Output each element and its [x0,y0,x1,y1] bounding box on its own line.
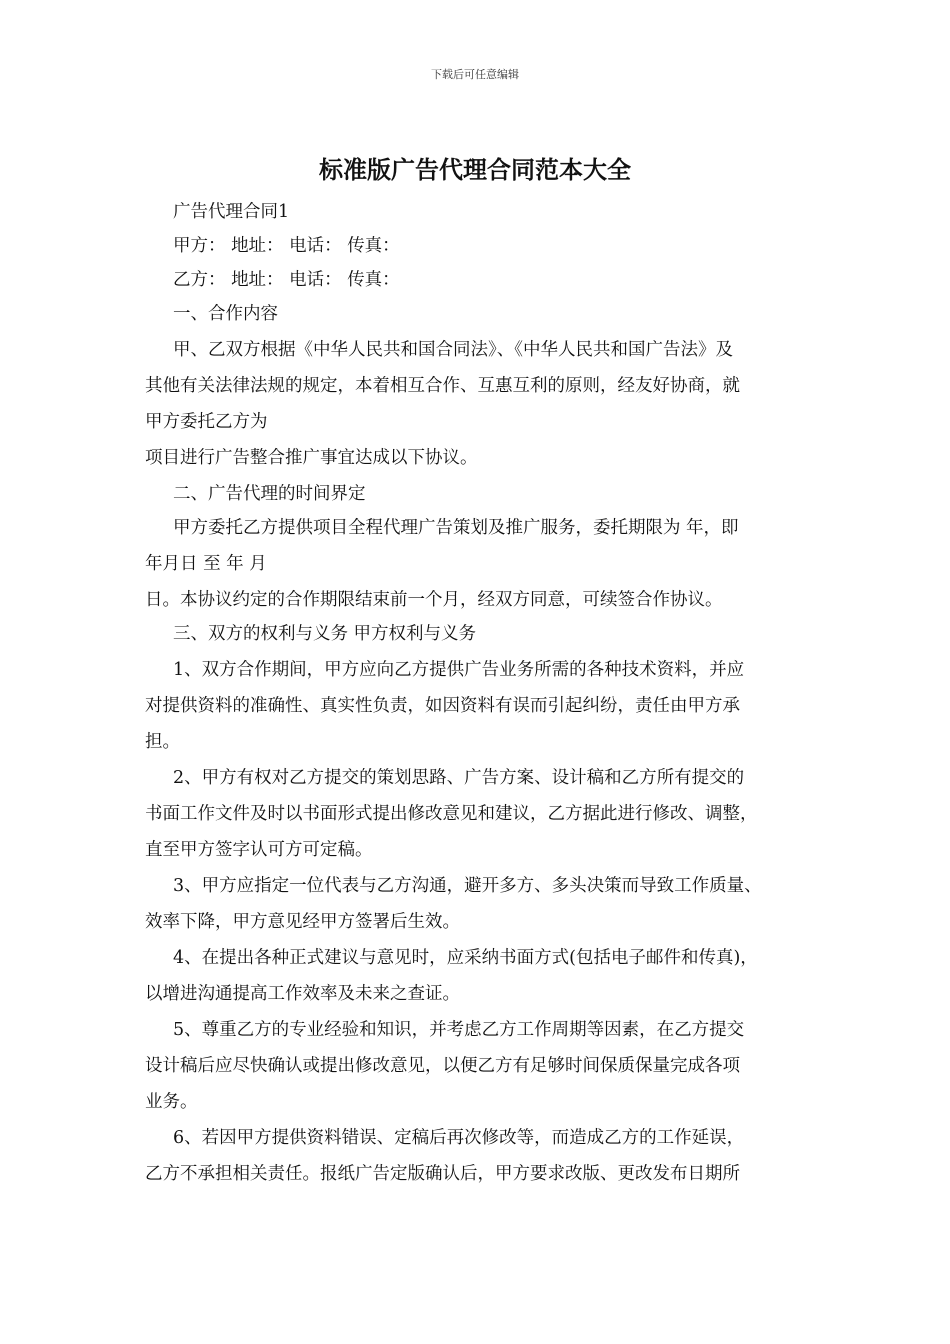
paragraph-line: 项目进行广告整合推广事宜达成以下协议。 [145,448,478,468]
paragraph-line: 乙方不承担相关责任。报纸广告定版确认后，甲方要求改版、更改发布日期所 [145,1164,740,1184]
paragraph-line: 广告代理合同1 [173,202,290,222]
paragraph-line: 效率下降，甲方意见经甲方签署后生效。 [145,912,460,932]
paragraph-line: 甲方： 地址： 电话： 传真： [173,236,400,256]
paragraph-line: 书面工作文件及时以书面形式提出修改意见和建议，乙方据此进行修改、调整， [145,804,758,824]
paragraph-line: 直至甲方签字认可方可定稿。 [145,840,373,860]
section-heading: 一、合作内容 [173,304,278,324]
paragraph-line: 乙方： 地址： 电话： 传真： [173,270,400,290]
paragraph-line: 1、双方合作期间，甲方应向乙方提供广告业务所需的各种技术资料，并应 [173,660,745,680]
paragraph-line: 业务。 [145,1092,198,1112]
paragraph-line: 年月日 至 年 月 [145,554,267,574]
paragraph-line: 6、若因甲方提供资料错误、定稿后再次修改等，而造成乙方的工作延误， [173,1128,745,1148]
paragraph-line: 担。 [145,732,180,752]
paragraph-line: 设计稿后应尽快确认或提出修改意见，以便乙方有足够时间保质保量完成各项 [145,1056,740,1076]
paragraph-line: 甲方委托乙方为 [145,412,268,432]
paragraph-line: 4、在提出各种正式建议与意见时，应采纳书面方式(包括电子邮件和传真)， [173,948,758,968]
paragraph-line: 以增进沟通提高工作效率及未来之查证。 [145,984,460,1004]
paragraph-line: 甲方委托乙方提供项目全程代理广告策划及推广服务，委托期限为 年，即 [173,518,739,538]
paragraph-line: 2、甲方有权对乙方提交的策划思路、广告方案、设计稿和乙方所有提交的 [173,768,745,788]
paragraph-line: 5、尊重乙方的专业经验和知识，并考虑乙方工作周期等因素，在乙方提交 [173,1020,745,1040]
paragraph-line: 对提供资料的准确性、真实性负责，如因资料有误而引起纠纷，责任由甲方承 [145,696,740,716]
paragraph-line: 甲、乙双方根据《中华人民共和国合同法》、《中华人民共和国广告法》及 [173,340,733,360]
document-title: 标准版广告代理合同范本大全 [319,155,631,184]
paragraph-line: 日。本协议约定的合作期限结束前一个月，经双方同意，可续签合作协议。 [145,590,723,610]
paragraph-line: 3、甲方应指定一位代表与乙方沟通，避开多方、多头决策而导致工作质量、 [173,876,762,896]
section-heading: 二、广告代理的时间界定 [173,484,366,504]
section-heading: 三、双方的权利与义务 甲方权利与义务 [173,624,477,644]
header-note: 下载后可任意编辑 [431,68,519,81]
paragraph-line: 其他有关法律法规的规定，本着相互合作、互惠互利的原则，经友好协商，就 [145,376,740,396]
